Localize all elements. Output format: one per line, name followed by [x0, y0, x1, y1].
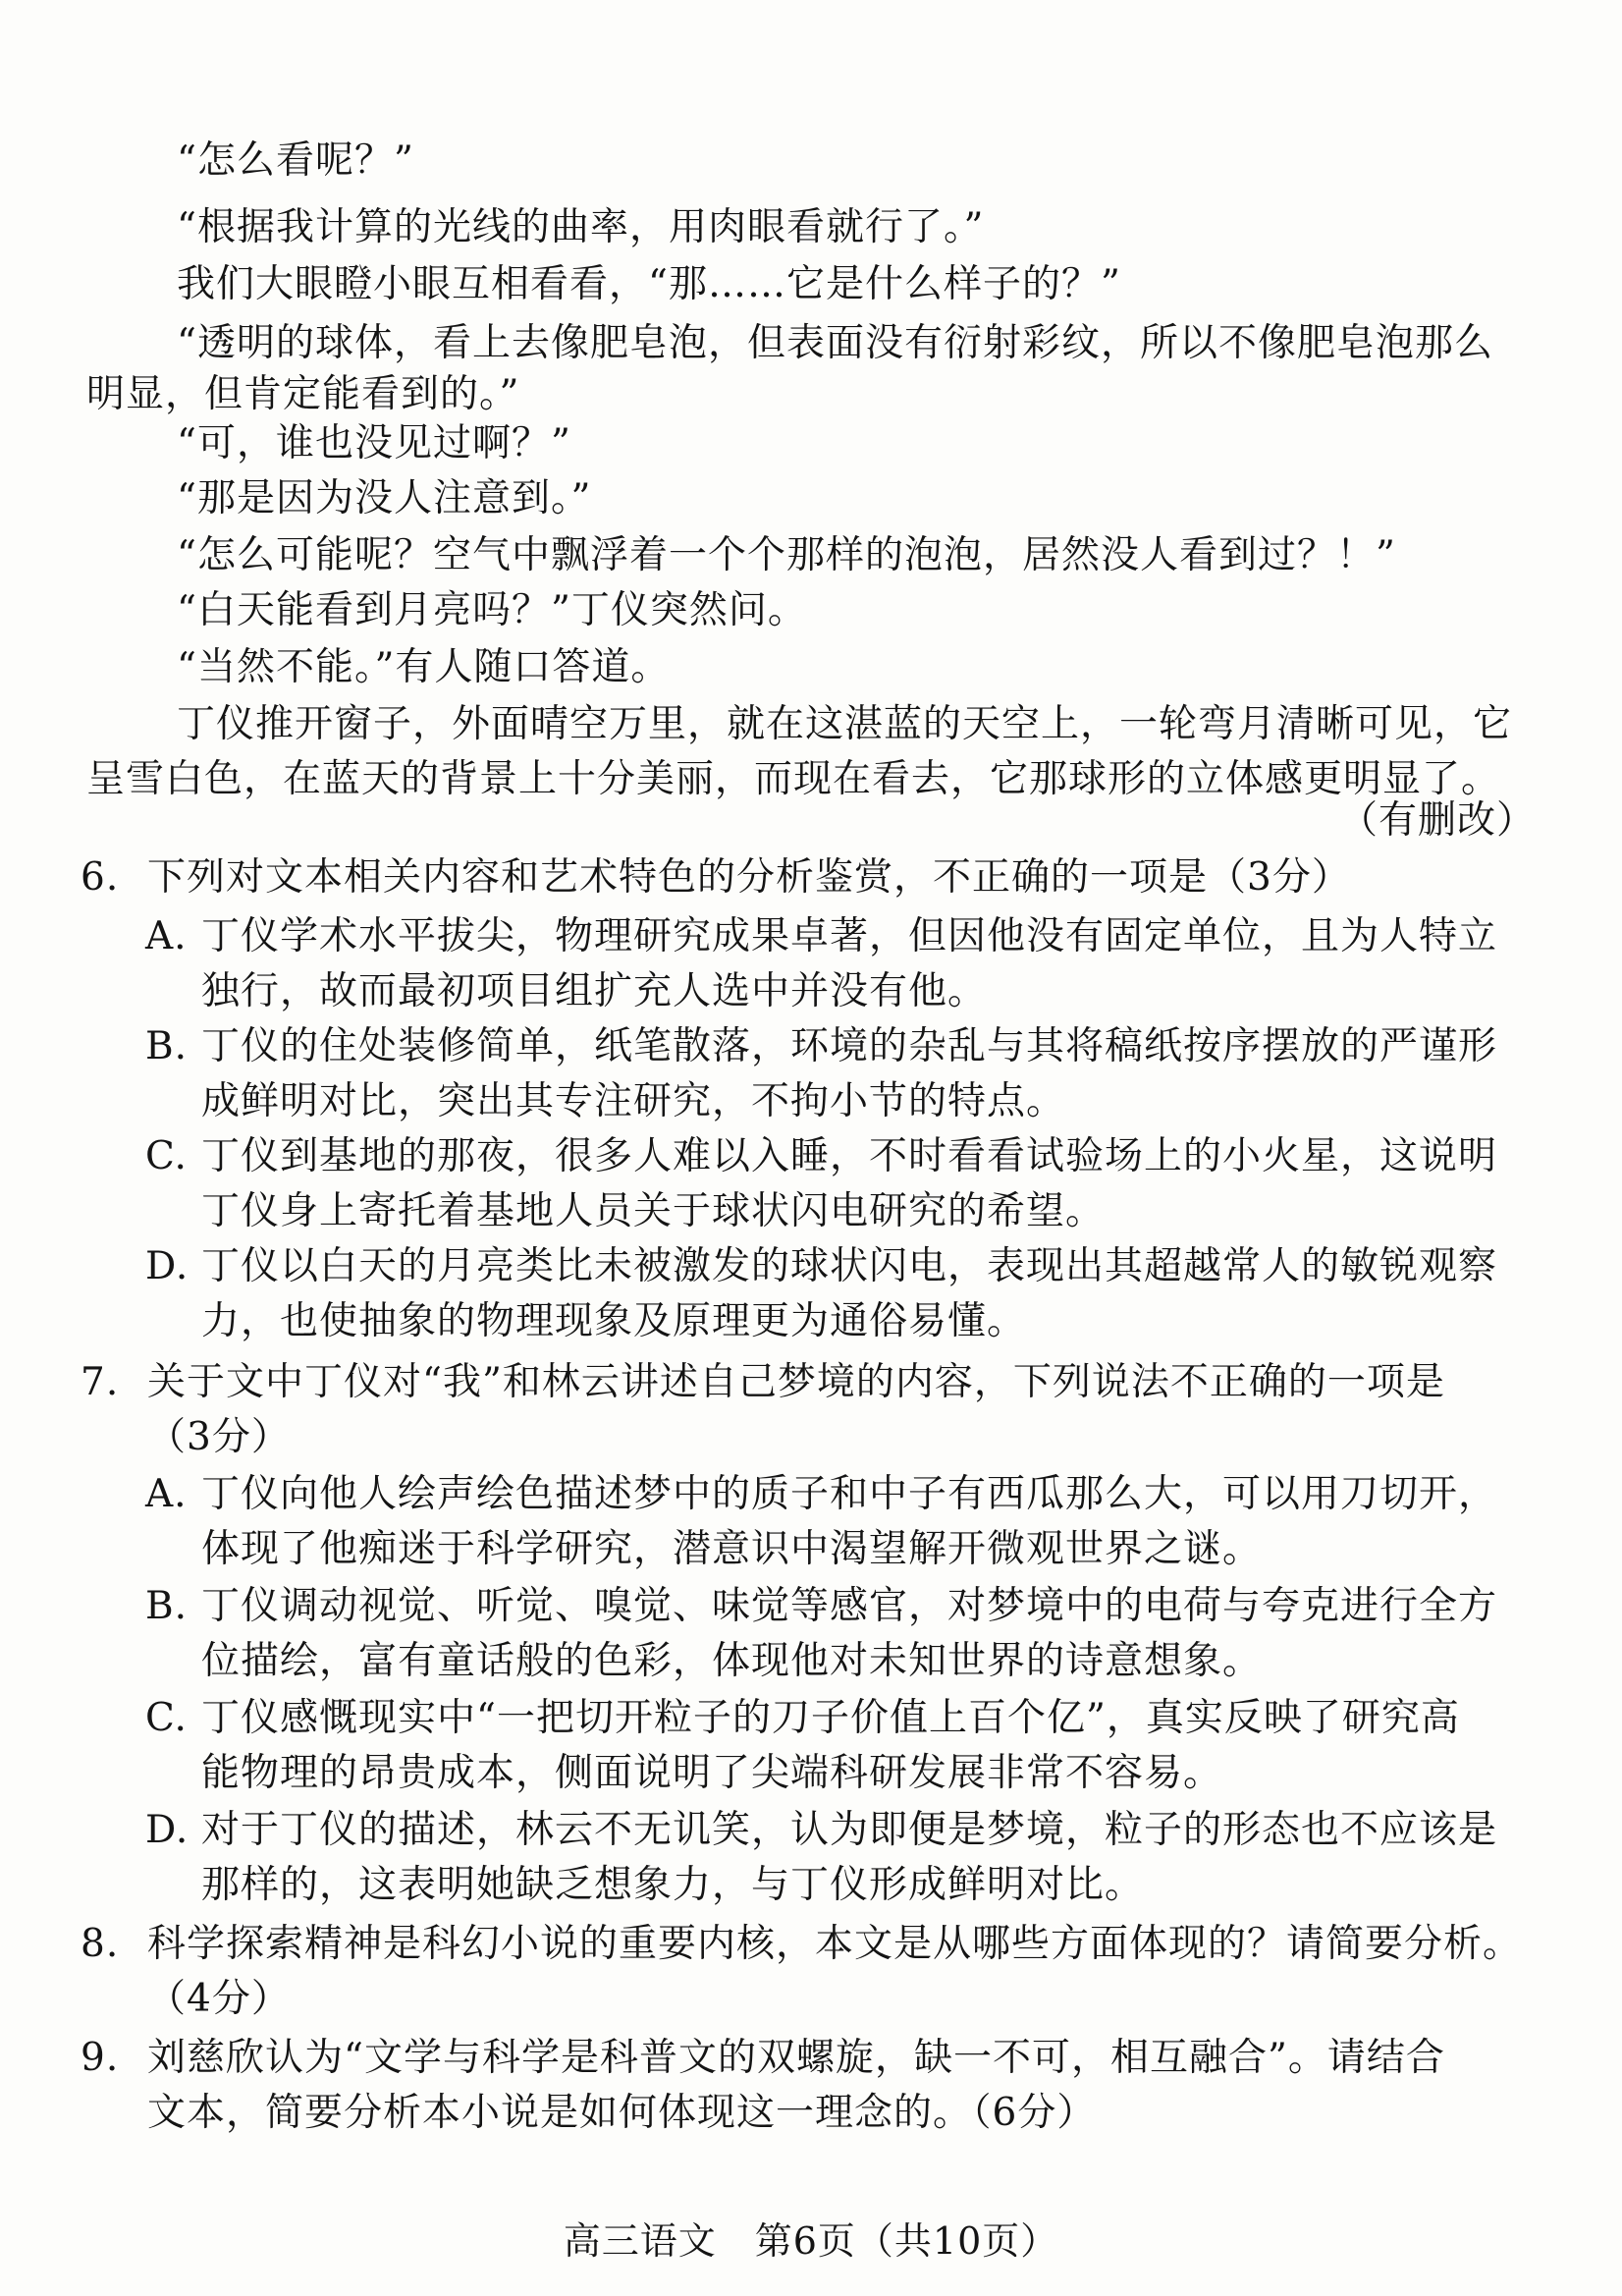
- source-note: （有删改）: [1338, 798, 1536, 843]
- q7-option-a-line1: 丁仪向他人绘声绘色描述梦中的质子和中子有西瓜那么大，可以用刀切开，: [201, 1472, 1498, 1516]
- passage-line-6: “可，谁也没见过啊？”: [177, 421, 571, 465]
- q7-option-d-line1: 对于丁仪的描述，林云不无讥笑，认为即便是梦境，粒子的形态也不应该是: [201, 1808, 1498, 1852]
- q7-option-b-line2: 位描绘，富有童话般的色彩，体现他对未知世界的诗意想象。: [201, 1639, 1263, 1683]
- q7-option-b-label: B.: [145, 1584, 189, 1628]
- q9-number: 9.: [81, 2036, 120, 2080]
- page-footer: 高三语文 第6页（共10页）: [563, 2219, 1059, 2263]
- q7-option-d-label: D.: [145, 1808, 189, 1852]
- q6-option-d-line1: 丁仪以白天的月亮类比未被激发的球状闪电，表现出其超越常人的敏锐观察: [201, 1244, 1498, 1288]
- passage-line-10: “当然不能。”有人随口答道。: [177, 645, 671, 689]
- passage-line-12: 呈雪白色，在蓝天的背景上十分美丽，而现在看去，它那球形的立体感更明显了。: [86, 757, 1501, 801]
- passage-line-2: “根据我计算的光线的曲率，用肉眼看就行了。”: [177, 205, 985, 249]
- passage-line-11: 丁仪推开窗子，外面晴空万里，就在这湛蓝的天空上，一轮弯月清晰可见，它: [177, 702, 1513, 746]
- passage-line-3: 我们大眼瞪小眼互相看看，“那……它是什么样子的？”: [177, 262, 1121, 306]
- q6-option-a-label: A.: [145, 914, 188, 958]
- q7-option-d-line2: 那样的，这表明她缺乏想象力，与丁仪形成鲜明对比。: [201, 1863, 1145, 1907]
- q7-number: 7.: [81, 1360, 120, 1404]
- q7-option-c-line2: 能物理的昂贵成本，侧面说明了尖端科研发展非常不容易。: [201, 1751, 1223, 1795]
- q6-option-c-line1: 丁仪到基地的那夜，很多人难以入睡，不时看看试验场上的小火星，这说明: [201, 1134, 1498, 1178]
- q6-option-d-label: D.: [145, 1244, 189, 1288]
- q6-option-d-line2: 力，也使抽象的物理现象及原理更为通俗易懂。: [201, 1299, 1027, 1343]
- q8-stem-line2: （4分）: [147, 1977, 291, 2021]
- q7-option-a-label: A.: [145, 1472, 188, 1516]
- q8-stem-line1: 科学探索精神是科幻小说的重要内核，本文是从哪些方面体现的？请简要分析。: [147, 1922, 1523, 1966]
- q7-option-c-label: C.: [145, 1696, 188, 1740]
- q6-option-b-label: B.: [145, 1024, 189, 1068]
- q8-number: 8.: [81, 1922, 120, 1966]
- passage-line-5: 明显，但肯定能看到的。”: [86, 372, 520, 416]
- passage-line-9: “白天能看到月亮吗？”丁仪突然问。: [177, 588, 807, 632]
- passage-line-4: “透明的球体，看上去像肥皂泡，但表面没有衍射彩纹，所以不像肥皂泡那么: [177, 321, 1493, 365]
- q6-option-c-label: C.: [145, 1134, 188, 1178]
- q9-stem-line1: 刘慈欣认为“文学与科学是科普文的双螺旋，缺一不可，相互融合”。请结合: [147, 2036, 1445, 2080]
- q6-option-c-line2: 丁仪身上寄托着基地人员关于球状闪电研究的希望。: [201, 1189, 1106, 1233]
- q7-option-b-line1: 丁仪调动视觉、听觉、嗅觉、味觉等感官，对梦境中的电荷与夸克进行全方: [201, 1584, 1498, 1628]
- q7-option-c-line1: 丁仪感慨现实中“一把切开粒子的刀子价值上百个亿”，真实反映了研究高: [201, 1696, 1460, 1740]
- q9-stem-line2: 文本，简要分析本小说是如何体现这一理念的。（6分）: [147, 2091, 1097, 2135]
- q6-number: 6.: [81, 855, 120, 900]
- q6-option-a-line1: 丁仪学术水平拔尖，物理研究成果卓著，但因他没有固定单位，且为人特立: [201, 914, 1498, 958]
- q6-option-a-line2: 独行，故而最初项目组扩充人选中并没有他。: [201, 969, 988, 1013]
- q7-stem-line1: 关于文中丁仪对“我”和林云讲述自己梦境的内容，下列说法不正确的一项是: [147, 1360, 1445, 1404]
- q6-stem: 下列对文本相关内容和艺术特色的分析鉴赏，不正确的一项是（3分）: [147, 855, 1351, 900]
- q6-option-b-line2: 成鲜明对比，突出其专注研究，不拘小节的特点。: [201, 1079, 1066, 1123]
- q7-option-a-line2: 体现了他痴迷于科学研究，潜意识中渴望解开微观世界之谜。: [201, 1527, 1263, 1571]
- passage-line-8: “怎么可能呢？空气中飘浮着一个个那样的泡泡，居然没人看到过？！”: [177, 533, 1396, 577]
- passage-line-1: “怎么看呢？”: [177, 138, 414, 183]
- passage-line-7: “那是因为没人注意到。”: [177, 476, 592, 520]
- q7-stem-line2: （3分）: [147, 1415, 291, 1459]
- q6-option-b-line1: 丁仪的住处装修简单，纸笔散落，环境的杂乱与其将稿纸按序摆放的严谨形: [201, 1024, 1498, 1068]
